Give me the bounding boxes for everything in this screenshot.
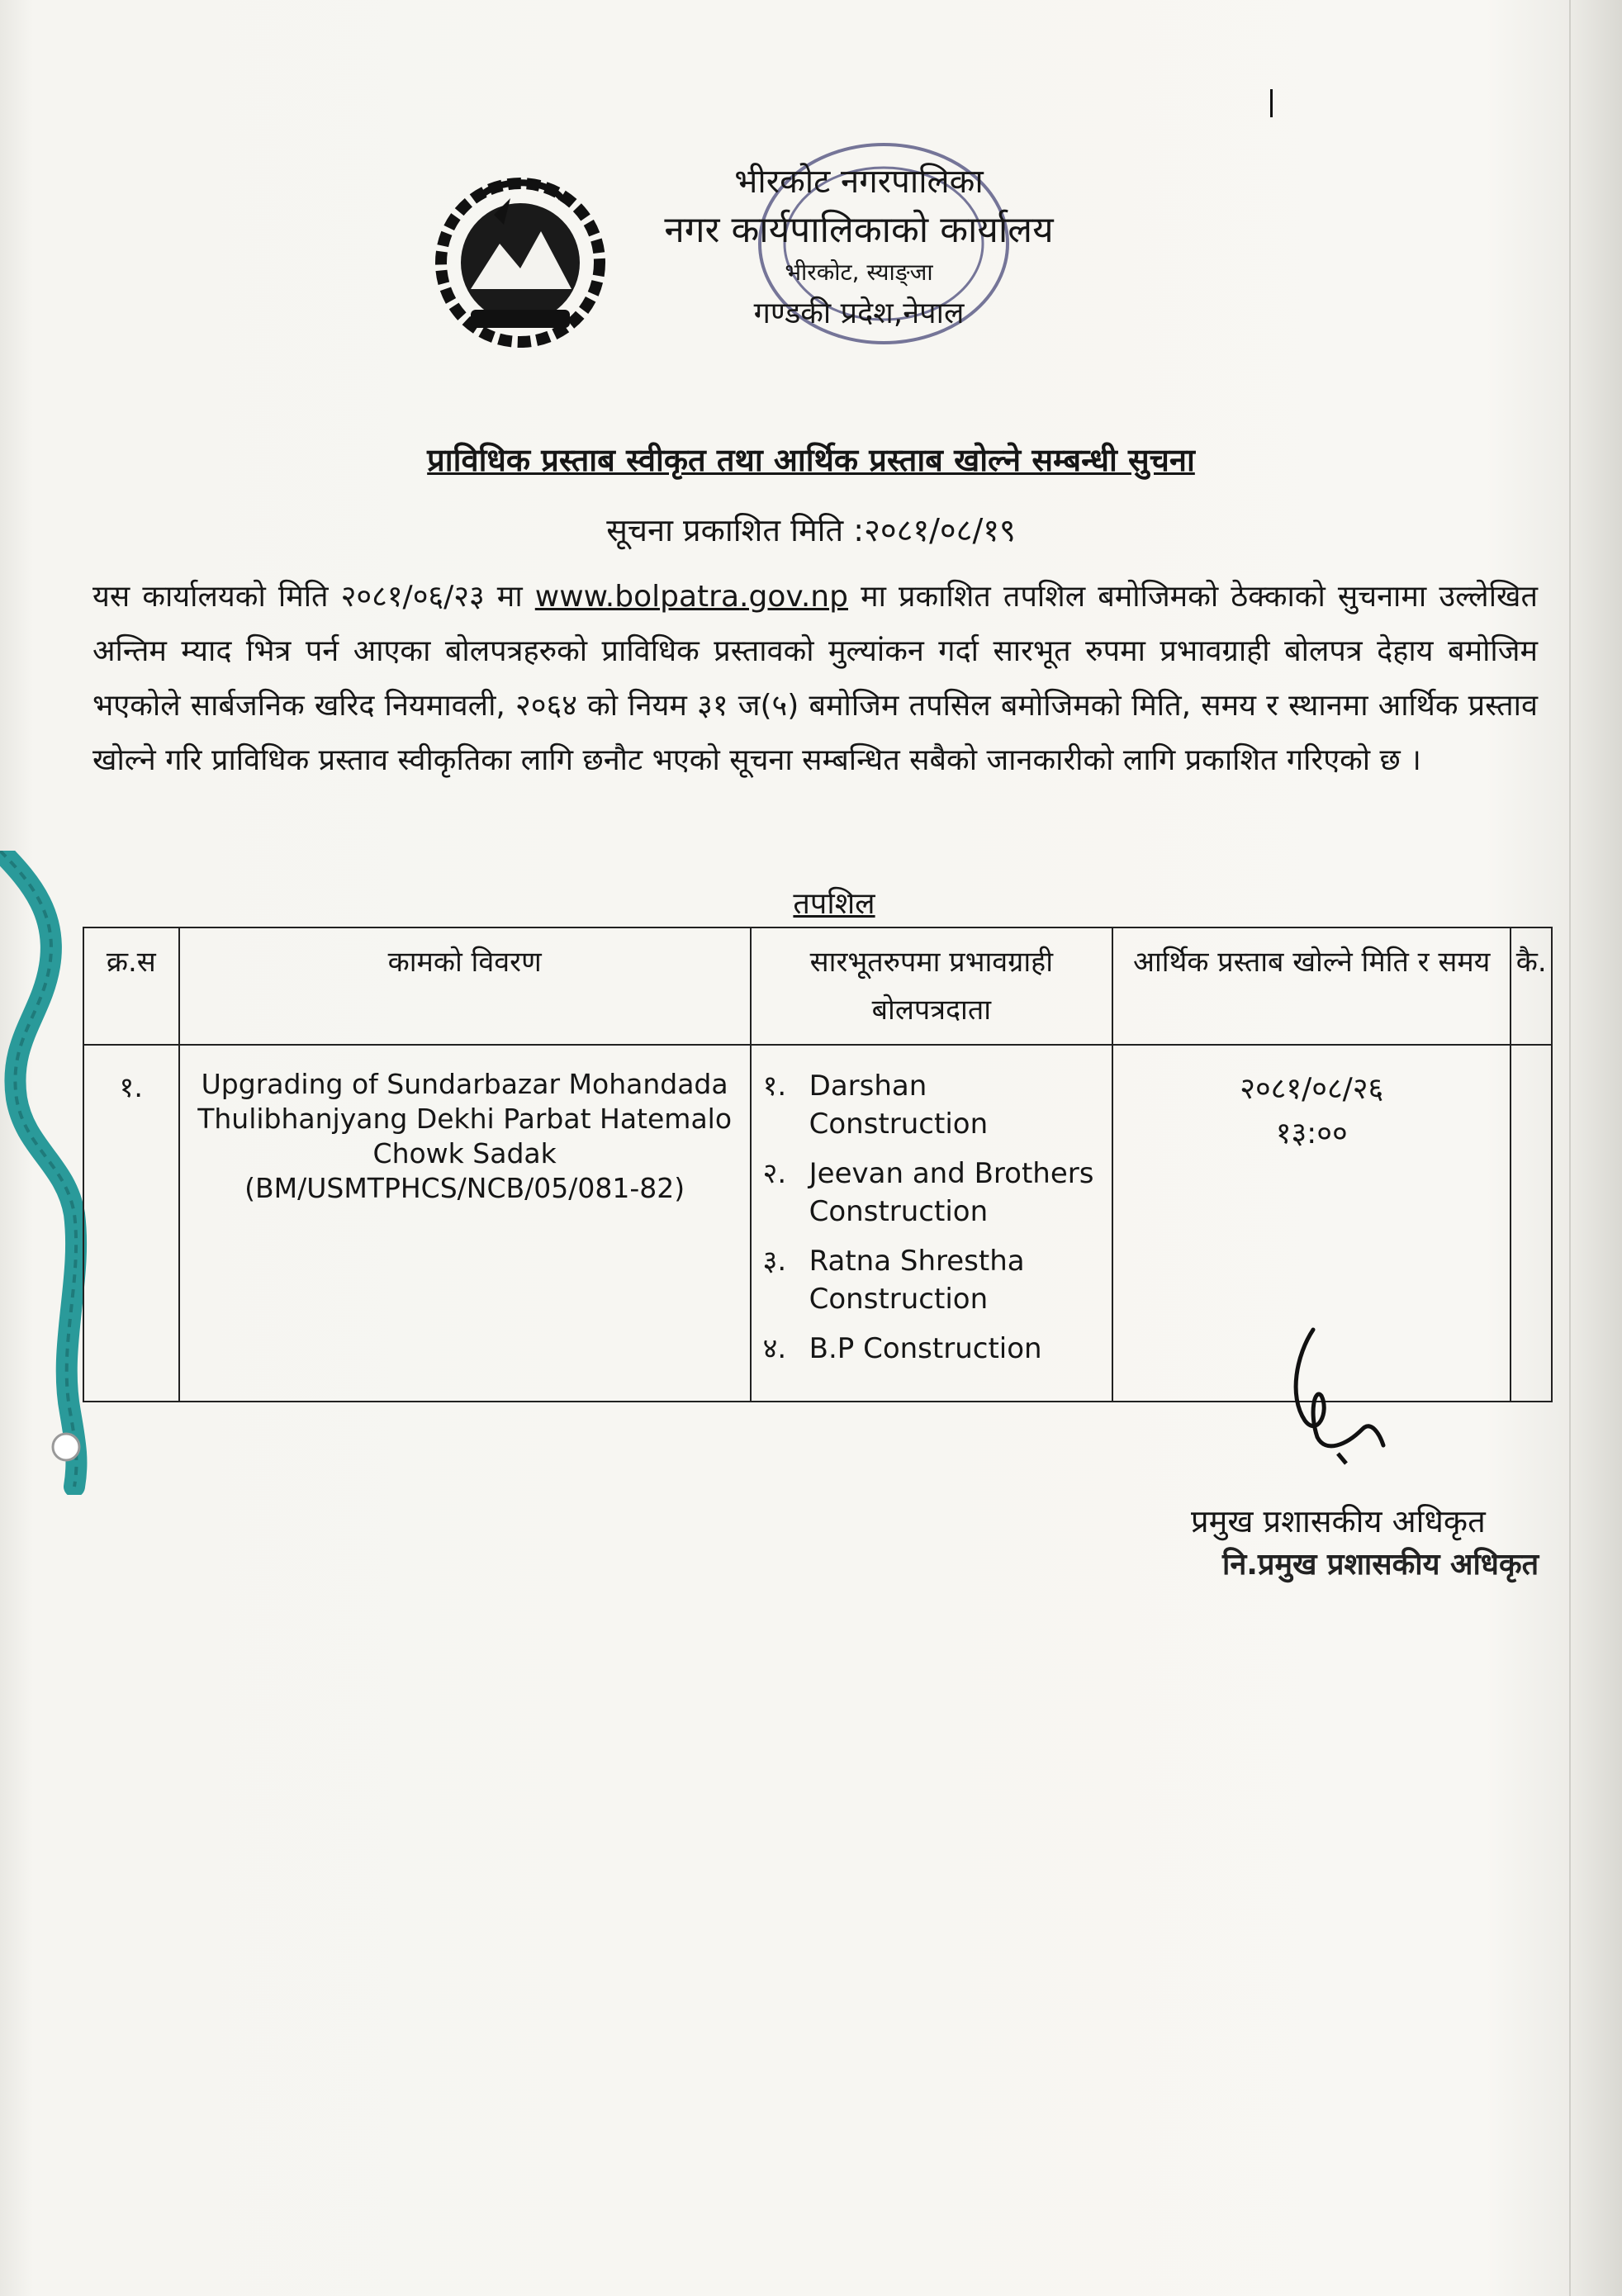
office-location: भीरकोट, स्याङ्जा — [785, 259, 933, 286]
row-description — [179, 1045, 751, 1402]
notice-body-text: मा प्रकाशित तपशिल बमोजिमको ठेक्काको सुचनामा उल्लेखित अन्तिम म्याद भित्र पर्न आएका बोलपत्रहरुको प्राविधिक प्रस्तावको मुल्यांकन गर्दा सारभूत रुपमा प्रभावग्राही बोलपत्र देहाय बमोजिम भएकोले सार्बजनिक खरिद नियमावली, २०६४ को नियम ३१ ज(५) बमोजिम तपसिल बमोजिमको मिति, समय र स्थानमा आर्थिक प्रस्ताव खोल्ने गरि प्राविधिक प्रस्ताव स्वीकृतिका लागि छनौट भएको सूचना सम्बन्धित सबैको जानकारीको लागि प्रकाशित गरिएको छ । — [92, 580, 1539, 777]
header-remarks: कै. — [1511, 927, 1552, 1045]
signatory-stamp: नि.प्रमुख प्रशासकीय अधिकृत — [1222, 1548, 1539, 1582]
notice-body — [92, 570, 1538, 788]
list-item — [763, 1242, 1100, 1318]
paper-edge — [1569, 0, 1622, 2296]
bidder-name: Ratna Shrestha Construction — [809, 1245, 1025, 1316]
opening-date: २०८१/०८/२६ — [1240, 1072, 1384, 1106]
publication-date-label: सूचना प्रकाशित मिति : — [606, 512, 865, 548]
work-description: Upgrading of Sundarbazar Mohandada Thulibhanjyang Dekhi Parbat Hatemalo Chowk Sadak — [197, 1068, 733, 1169]
notice-body-intro: यस कार्यालयको मिति २०८१/०६/२३ मा — [92, 580, 535, 614]
nepal-emblem-icon — [421, 165, 619, 355]
publication-date — [0, 508, 1622, 551]
bidder-number: ४. — [762, 1332, 787, 1365]
notice-title: प्राविधिक प्रस्ताब स्वीकृत तथा आर्थिक प्रस्ताब खोल्ने सम्बन्धी सुचना — [427, 442, 1195, 478]
work-code: (BM/USMTPHCS/NCB/05/081-82) — [244, 1172, 685, 1204]
bidder-name: B.P Construction — [809, 1332, 1042, 1365]
bidder-name: Jeevan and Brothers Construction — [809, 1157, 1094, 1228]
bidder-name: Darshan Construction — [809, 1070, 989, 1141]
publication-date-value: २०८१/०८/१९ — [864, 512, 1016, 548]
header-bidders: सारभूतरुपमा प्रभावग्राही बोलपत्रदाता — [751, 927, 1112, 1045]
table-header-row — [83, 927, 1552, 1045]
bidder-number: २. — [762, 1157, 787, 1190]
section-heading: तपशिल — [793, 887, 875, 921]
header-opening: आर्थिक प्रस्ताब खोल्ने मिति र समय — [1112, 927, 1511, 1045]
signature-icon — [1239, 1321, 1404, 1478]
signatory-title: प्रमुख प्रशासकीय अधिकृत — [1191, 1503, 1486, 1539]
municipality-name: भीरकोट नगरपालिका — [734, 163, 984, 201]
office-name: नगर कार्यपालिकाको कार्यालय — [664, 209, 1054, 251]
row-remarks — [1511, 1045, 1552, 1402]
row-bidders — [751, 1045, 1112, 1402]
header-sn: क्र.स — [83, 927, 179, 1045]
office-header — [628, 161, 1090, 332]
bolpatra-link[interactable]: www.bolpatra.gov.np — [534, 580, 848, 614]
list-item — [763, 1330, 1100, 1368]
office-province: गण्डकी प्रदेश,नेपाल — [753, 296, 965, 330]
header-description: कामको विवरण — [179, 927, 751, 1045]
opening-time: १३:०० — [1275, 1117, 1348, 1150]
bidder-number: १. — [762, 1070, 787, 1103]
pen-mark — [1270, 89, 1273, 117]
bidder-number: ३. — [762, 1245, 787, 1278]
list-item — [763, 1155, 1100, 1231]
row-sn: १. — [83, 1045, 179, 1402]
list-item — [763, 1067, 1100, 1143]
